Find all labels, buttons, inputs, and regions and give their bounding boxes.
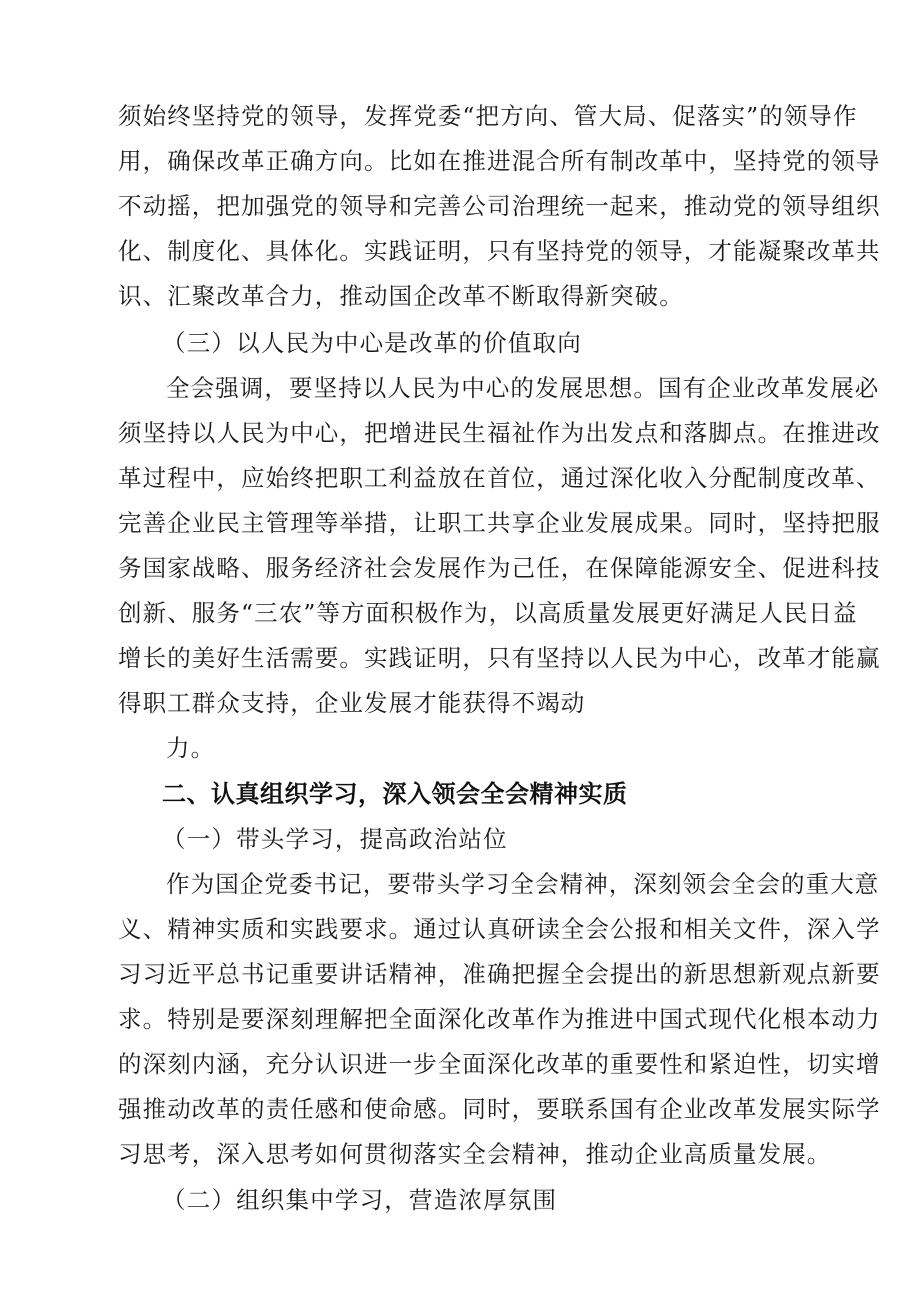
- paragraph-line: 识、汇聚改革合力，推动国企改革不断取得新突破。: [118, 282, 684, 310]
- paragraph-line: 务国家战略、服务经济社会发展作为己任，在保障能源安全、促进科技: [118, 554, 881, 582]
- paragraph-line: 全会强调，要坚持以人民为中心的发展思想。国有企业改革发展必: [166, 374, 880, 402]
- paragraph-line: 须始终坚持党的领导，发挥党委“把方向、管大局、促落实”的领导作: [118, 102, 858, 130]
- paragraph-line: 义、精神实质和实践要求。通过认真研读全会公报和相关文件，深入学: [118, 915, 881, 943]
- paragraph-line: 不动摇，把加强党的领导和完善公司治理统一起来，推动党的领导组织: [118, 192, 881, 220]
- paragraph-line: 创新、服务“三农”等方面积极作为，以高质量发展更好满足人民日益: [118, 599, 858, 627]
- section-heading: 二、认真组织学习，深入领会全会精神实质: [162, 780, 628, 808]
- paragraph-line: 化、制度化、具体化。实践证明，只有坚持党的领导，才能凝聚改革共: [118, 237, 881, 265]
- paragraph-line: 得职工群众支持，企业发展才能获得不竭动: [118, 689, 586, 717]
- paragraph-line: 须坚持以人民为中心，把增进民生福祉作为出发点和落脚点。在推进改: [118, 419, 881, 447]
- paragraph-line: 用，确保改革正确方向。比如在推进混合所有制改革中，坚持党的领导: [118, 147, 881, 175]
- section-subheading: （三）以人民为中心是改革的价值取向: [162, 329, 582, 357]
- paragraph-line: 作为国企党委书记，要带头学习全会精神，深刻领会全会的重大意: [166, 870, 880, 898]
- paragraph-line: 力。: [166, 734, 216, 762]
- section-subheading: （二）组织集中学习，营造浓厚氛围: [162, 1186, 558, 1214]
- paragraph-line: 完善企业民主管理等举措，让职工共享企业发展成果。同时，坚持把服: [118, 509, 881, 537]
- paragraph-line: 革过程中，应始终把职工利益放在首位，通过深化收入分配制度改革、: [118, 464, 881, 492]
- section-subheading: （一）带头学习，提高政治站位: [162, 825, 508, 853]
- paragraph-line: 的深刻内涵，充分认识进一步全面深化改革的重要性和紧迫性，切实增: [118, 1050, 881, 1078]
- paragraph-line: 求。特别是要深刻理解把全面深化改革作为推进中国式现代化根本动力: [118, 1005, 881, 1033]
- paragraph-line: 增长的美好生活需要。实践证明，只有坚持以人民为中心，改革才能赢: [118, 644, 881, 672]
- paragraph-line: 习习近平总书记重要讲话精神，准确把握全会提出的新思想新观点新要: [118, 960, 881, 988]
- paragraph-line: 强推动改革的责任感和使命感。同时，要联系国有企业改革发展实际学: [118, 1095, 881, 1123]
- paragraph-line: 习思考，深入思考如何贯彻落实全会精神，推动企业高质量发展。: [118, 1140, 832, 1168]
